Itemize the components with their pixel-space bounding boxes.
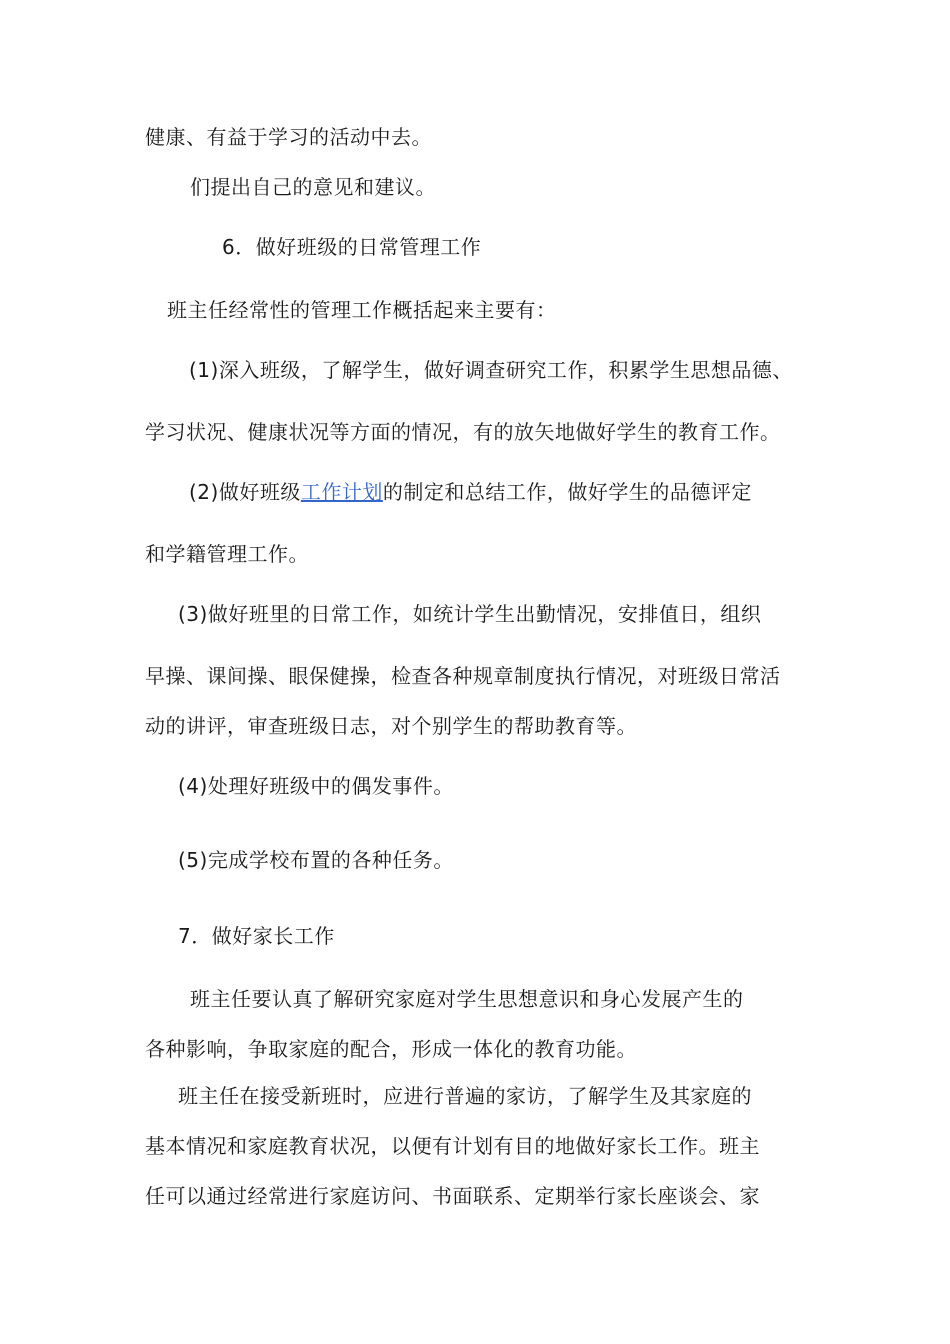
paragraph-line: 们提出自己的意见和建议。 bbox=[190, 175, 436, 199]
section-heading: 6．做好班级的日常管理工作 bbox=[222, 235, 482, 259]
list-item-line: 早操、课间操、眼保健操，检查各种规章制度执行情况，对班级日常活 bbox=[145, 664, 781, 688]
list-item-line: (4)处理好班级中的偶发事件。 bbox=[178, 774, 454, 798]
list-item-line: 和学籍管理工作。 bbox=[145, 542, 309, 566]
list-item-text: (2)做好班级 bbox=[189, 480, 301, 504]
paragraph-line: 各种影响，争取家庭的配合，形成一体化的教育功能。 bbox=[145, 1037, 637, 1061]
work-plan-link[interactable]: 工作计划 bbox=[300, 480, 383, 504]
list-item-line: (3)做好班里的日常工作，如统计学生出勤情况，安排值日，组织 bbox=[178, 602, 762, 626]
list-item-line: (1)深入班级，了解学生，做好调查研究工作，积累学生思想品德、 bbox=[189, 358, 793, 382]
paragraph-line: 班主任经常性的管理工作概括起来主要有： bbox=[167, 298, 557, 322]
paragraph-line: 基本情况和家庭教育状况，以便有计划有目的地做好家长工作。班主 bbox=[145, 1134, 760, 1158]
paragraph-line: 任可以通过经常进行家庭访问、书面联系、定期举行家长座谈会、家 bbox=[145, 1184, 760, 1208]
list-item-line bbox=[189, 478, 752, 506]
list-item-line: (5)完成学校布置的各种任务。 bbox=[178, 848, 454, 872]
paragraph-line: 班主任要认真了解研究家庭对学生思想意识和身心发展产生的 bbox=[190, 987, 744, 1011]
paragraph-line: 班主任在接受新班时，应进行普遍的家访，了解学生及其家庭的 bbox=[178, 1084, 752, 1108]
list-item-line: 学习状况、健康状况等方面的情况，有的放矢地做好学生的教育工作。 bbox=[145, 420, 781, 444]
paragraph-line: 健康、有益于学习的活动中去。 bbox=[145, 125, 432, 149]
list-item-text: 的制定和总结工作，做好学生的品德评定 bbox=[382, 480, 752, 504]
list-item-line: 动的讲评，审查班级日志，对个别学生的帮助教育等。 bbox=[145, 714, 637, 738]
section-heading: 7．做好家长工作 bbox=[178, 924, 335, 948]
